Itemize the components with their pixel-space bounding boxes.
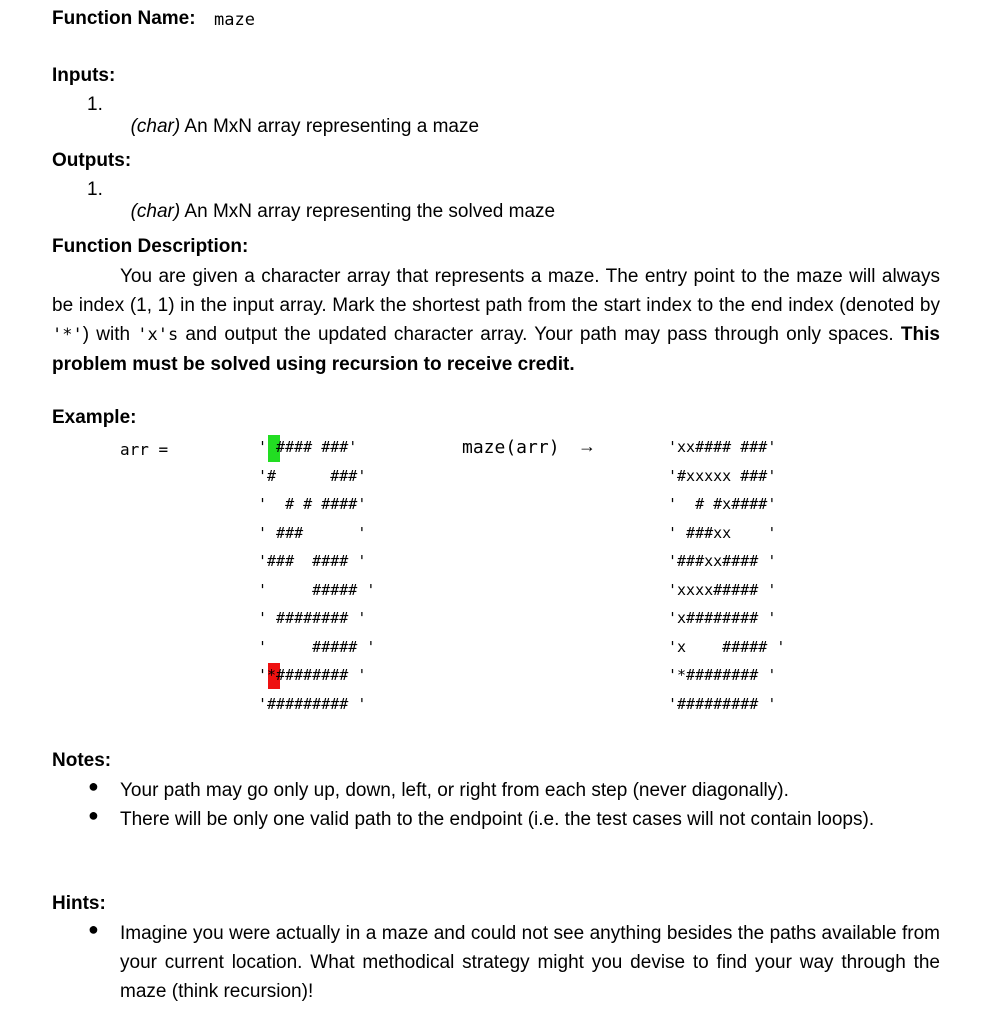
input-maze-row: '*######## '	[258, 666, 367, 684]
output-maze-row: '#xxxxx ###'	[668, 466, 777, 485]
bullet-icon: ●	[88, 805, 99, 825]
inputs-heading: Inputs:	[52, 65, 116, 86]
notes-item: Your path may go only up, down, left, or right from each step (never diagonally).	[120, 780, 789, 801]
description-heading: Function Description:	[52, 236, 249, 257]
output-maze-row: '###xx#### '	[668, 552, 777, 570]
input-maze-row: '### #### '	[258, 552, 367, 570]
input-maze-row: ' ### '	[258, 523, 367, 542]
example-call-label: maze(arr)	[462, 437, 560, 458]
output-maze-row: '*######## '	[668, 666, 777, 684]
inputs-item-number: 1.	[87, 94, 103, 115]
input-maze-row: '######### '	[258, 694, 367, 713]
hints-heading: Hints:	[52, 893, 106, 914]
output-maze-row: 'x ##### '	[668, 637, 786, 656]
description-text-2: ) with	[82, 324, 138, 345]
example-arrow-icon: →	[578, 436, 596, 456]
output-maze-row: 'x######## '	[668, 609, 777, 627]
bullet-icon: ●	[88, 776, 99, 796]
output-maze-row: 'xx#### ###'	[668, 438, 777, 456]
inputs-item	[120, 94, 479, 138]
example-heading: Example:	[52, 407, 137, 428]
notes-heading: Notes:	[52, 750, 112, 771]
input-maze-row: ' ######## '	[258, 609, 367, 627]
function-name-value: maze	[214, 10, 255, 30]
output-maze-row: '######### '	[668, 694, 777, 713]
outputs-item	[120, 179, 555, 223]
description-code-endpoint: '*'	[52, 325, 83, 345]
output-maze-row: ' # #x####'	[668, 495, 777, 513]
hints-item: Imagine you were actually in a maze and could not see anything besides the paths available from your current location. What methodical strategy might you devise to find your way through the maze (think recursion)!	[120, 923, 940, 1002]
notes-item: There will be only one valid path to the endpoint (i.e. the test cases will not contain loops).	[120, 809, 875, 830]
input-maze-row: '# ###'	[258, 466, 367, 485]
inputs-item-type: (char)	[130, 116, 181, 137]
outputs-item-text: An MxN array representing the solved maze	[184, 201, 556, 222]
description-credit-note: This problem must be solved using recursion to receive credit.	[52, 324, 940, 375]
input-maze-row: ' ##### '	[258, 637, 376, 656]
input-maze-row: ' #### ###'	[258, 438, 358, 456]
output-maze-row: ' ###xx '	[668, 523, 777, 542]
outputs-heading: Outputs:	[52, 150, 132, 171]
example-arr-label: arr =	[120, 440, 169, 459]
description-text-1: You are given a character array that represents a maze. The entry point to the maze will always be index (1, 1) in the input array. Mark the shortest path from the start index to the end index (denoted by	[52, 266, 940, 316]
bullet-icon: ●	[88, 919, 99, 939]
outputs-item-type: (char)	[130, 201, 181, 222]
input-maze-row: ' ##### '	[258, 580, 376, 599]
inputs-item-text: An MxN array representing a maze	[184, 116, 480, 137]
input-maze-row: ' # # ####'	[258, 495, 367, 513]
description-text-3: and output the updated character array. Your path may pass through only spaces.	[178, 324, 901, 345]
description-paragraph	[52, 262, 940, 379]
function-name-label: Function Name:	[52, 8, 196, 29]
description-code-path: 'x's	[137, 325, 179, 345]
output-maze-row: 'xxxx##### '	[668, 580, 777, 599]
outputs-item-number: 1.	[87, 179, 103, 200]
